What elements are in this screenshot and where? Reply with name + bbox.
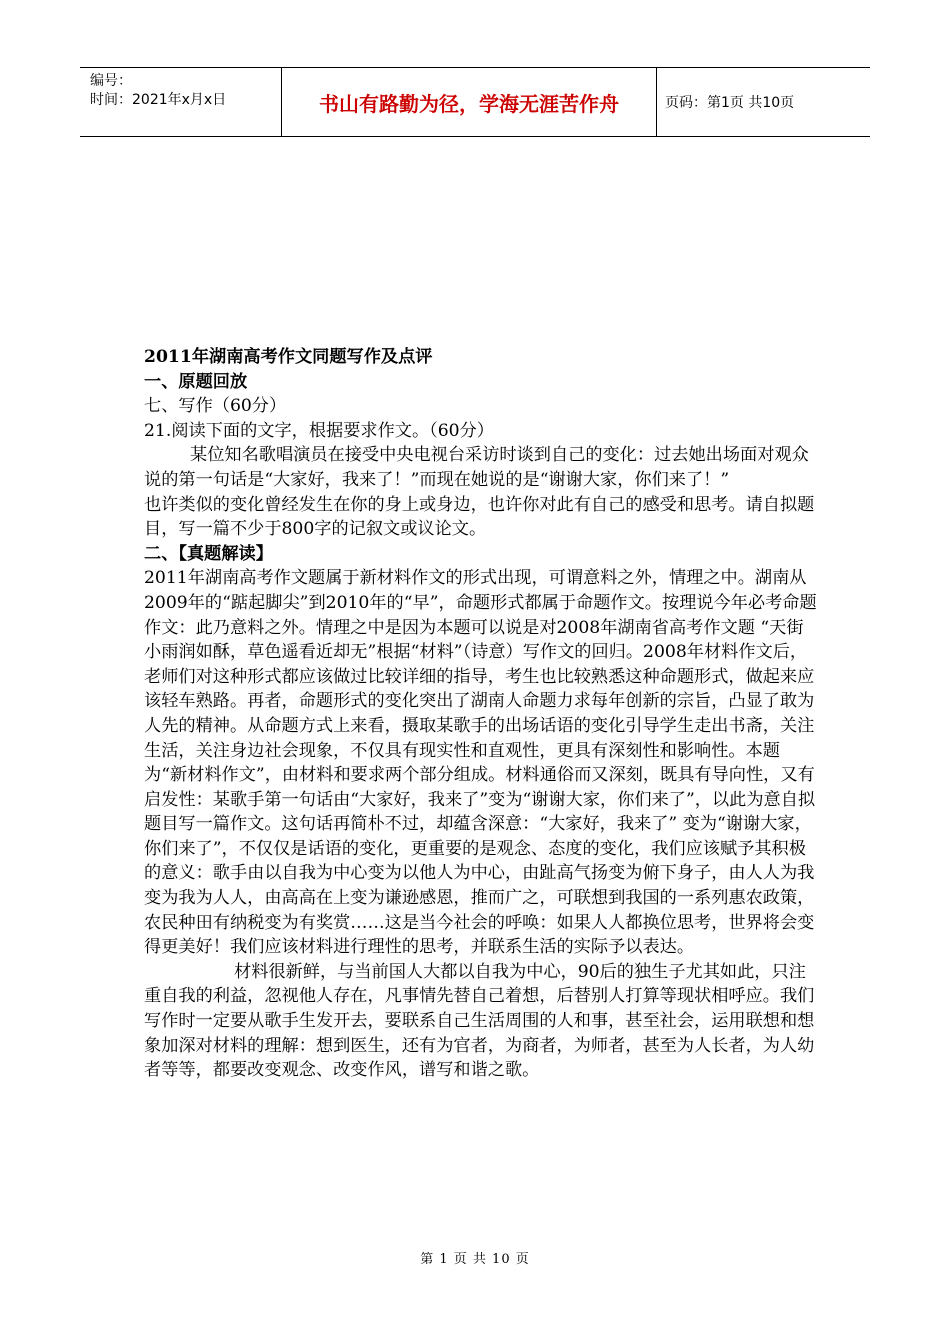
article-title: 2011年湖南高考作文同题写作及点评 xyxy=(144,347,433,367)
header-motto: 书山有路勤为径，学海无涯苦作舟 xyxy=(282,68,657,136)
task-heading: 七、写作（60分） xyxy=(144,396,287,417)
page-header xyxy=(80,67,870,137)
section-heading-analysis: 二、【真题解读】 xyxy=(144,543,273,564)
material-paragraph: 某位知名歌唱演员在接受中央电视台采访时谈到自己的变化：过去她出场面对观众说的第一句话是“大家好，我来了！”而现在她说的是“谢谢大家，你们来了！” xyxy=(144,445,809,490)
question-text: 21.阅读下面的文字，根据要求作文。（60分） xyxy=(144,420,494,441)
page-footer: 第 1 页 共 10 页 xyxy=(420,1252,530,1267)
prompt-paragraph: 也许类似的变化曾经发生在你的身上或身边，也许你对此有自己的感受和思考。请自拟题目，写一篇不少于800字的记叙文或议论文。 xyxy=(144,494,815,540)
document-number-label: 编号： xyxy=(90,73,132,89)
header-meta xyxy=(80,68,282,136)
article-body xyxy=(144,345,819,1083)
header-page-label: 页码：第1页 共10页 xyxy=(665,95,795,111)
analysis-paragraph: 2011年湖南高考作文题属于新材料作文的形式出现，可谓意料之外，情理之中。湖南从2009年的“踮起脚尖”到2010年的“早”，命题形式都属于命题作文。按理说今年必考命题作文：此乃意料之外。情理之中是因为本题可以说是对2008年湖南省高考作文题 “天街小雨润如酥，草色遥看近却无”根据“材料”（诗意）写作文的回归。2008年材料作文后，老师们对这种形式都应该做过比较详细的指导，考生也比较熟悉这种命题形式，做起来应该轻车熟路。再者，命题形式的变化突出了湖南人命题力求每年创新的宗旨，凸显了敢为人先的精神。从命题方式上来看，摄取某歌手的出场话语的变化引导学生走出书斋，关注生活，关注身边社会现象，不仅具有现实性和直观性，更具有深刻性和影响性。本题为“新材料作文”，由材料和要求两个部分组成。材料通俗而又深刻，既具有导向性，又有启发性：某歌手第一句话由“大家好，我来了”变为“谢谢大家，你们来了”，以此为意自拟题目写一篇作文。这句话再简朴不过，却蕴含深意：“大家好，我来了” 变为“谢谢大家，你们来了”，不仅仅是话语的变化，更重要的是观念、态度的变化，我们应该赋予其积极的意义：歌手由以自我为中心变为以他人为中心，由趾高气扬变为俯下身子，由人人为我变为我为人人，由高高在上变为谦逊感恩，推而广之，可联想到我国的一系列惠农政策，农民种田有纳税变为有奖赏……这是当今社会的呼唤：如果人人都换位思考，世界将会变得更美好！我们应该材料进行理性的思考，并联系生活的实际予以表达。 xyxy=(144,568,817,958)
document-time-label: 时间：2021年x月x日 xyxy=(90,92,227,108)
analysis-paragraph-2: 材料很新鲜，与当前国人大都以自我为中心，90后的独生子尤其如此，只注重自我的利益，忽视他人存在，凡事情先替自己着想，后替别人打算等现状相呼应。我们写作时一定要从歌手生发开去，要联系自己生活周围的人和事，甚至社会，运用联想和想象加深对材料的理解：想到医生，还有为官者，为商者，为师者，甚至为人长者，为人幼者等等，都要改变观念、改变作风，谱写和谐之歌。 xyxy=(144,961,815,1081)
section-heading-original: 一、原题回放 xyxy=(144,371,248,392)
